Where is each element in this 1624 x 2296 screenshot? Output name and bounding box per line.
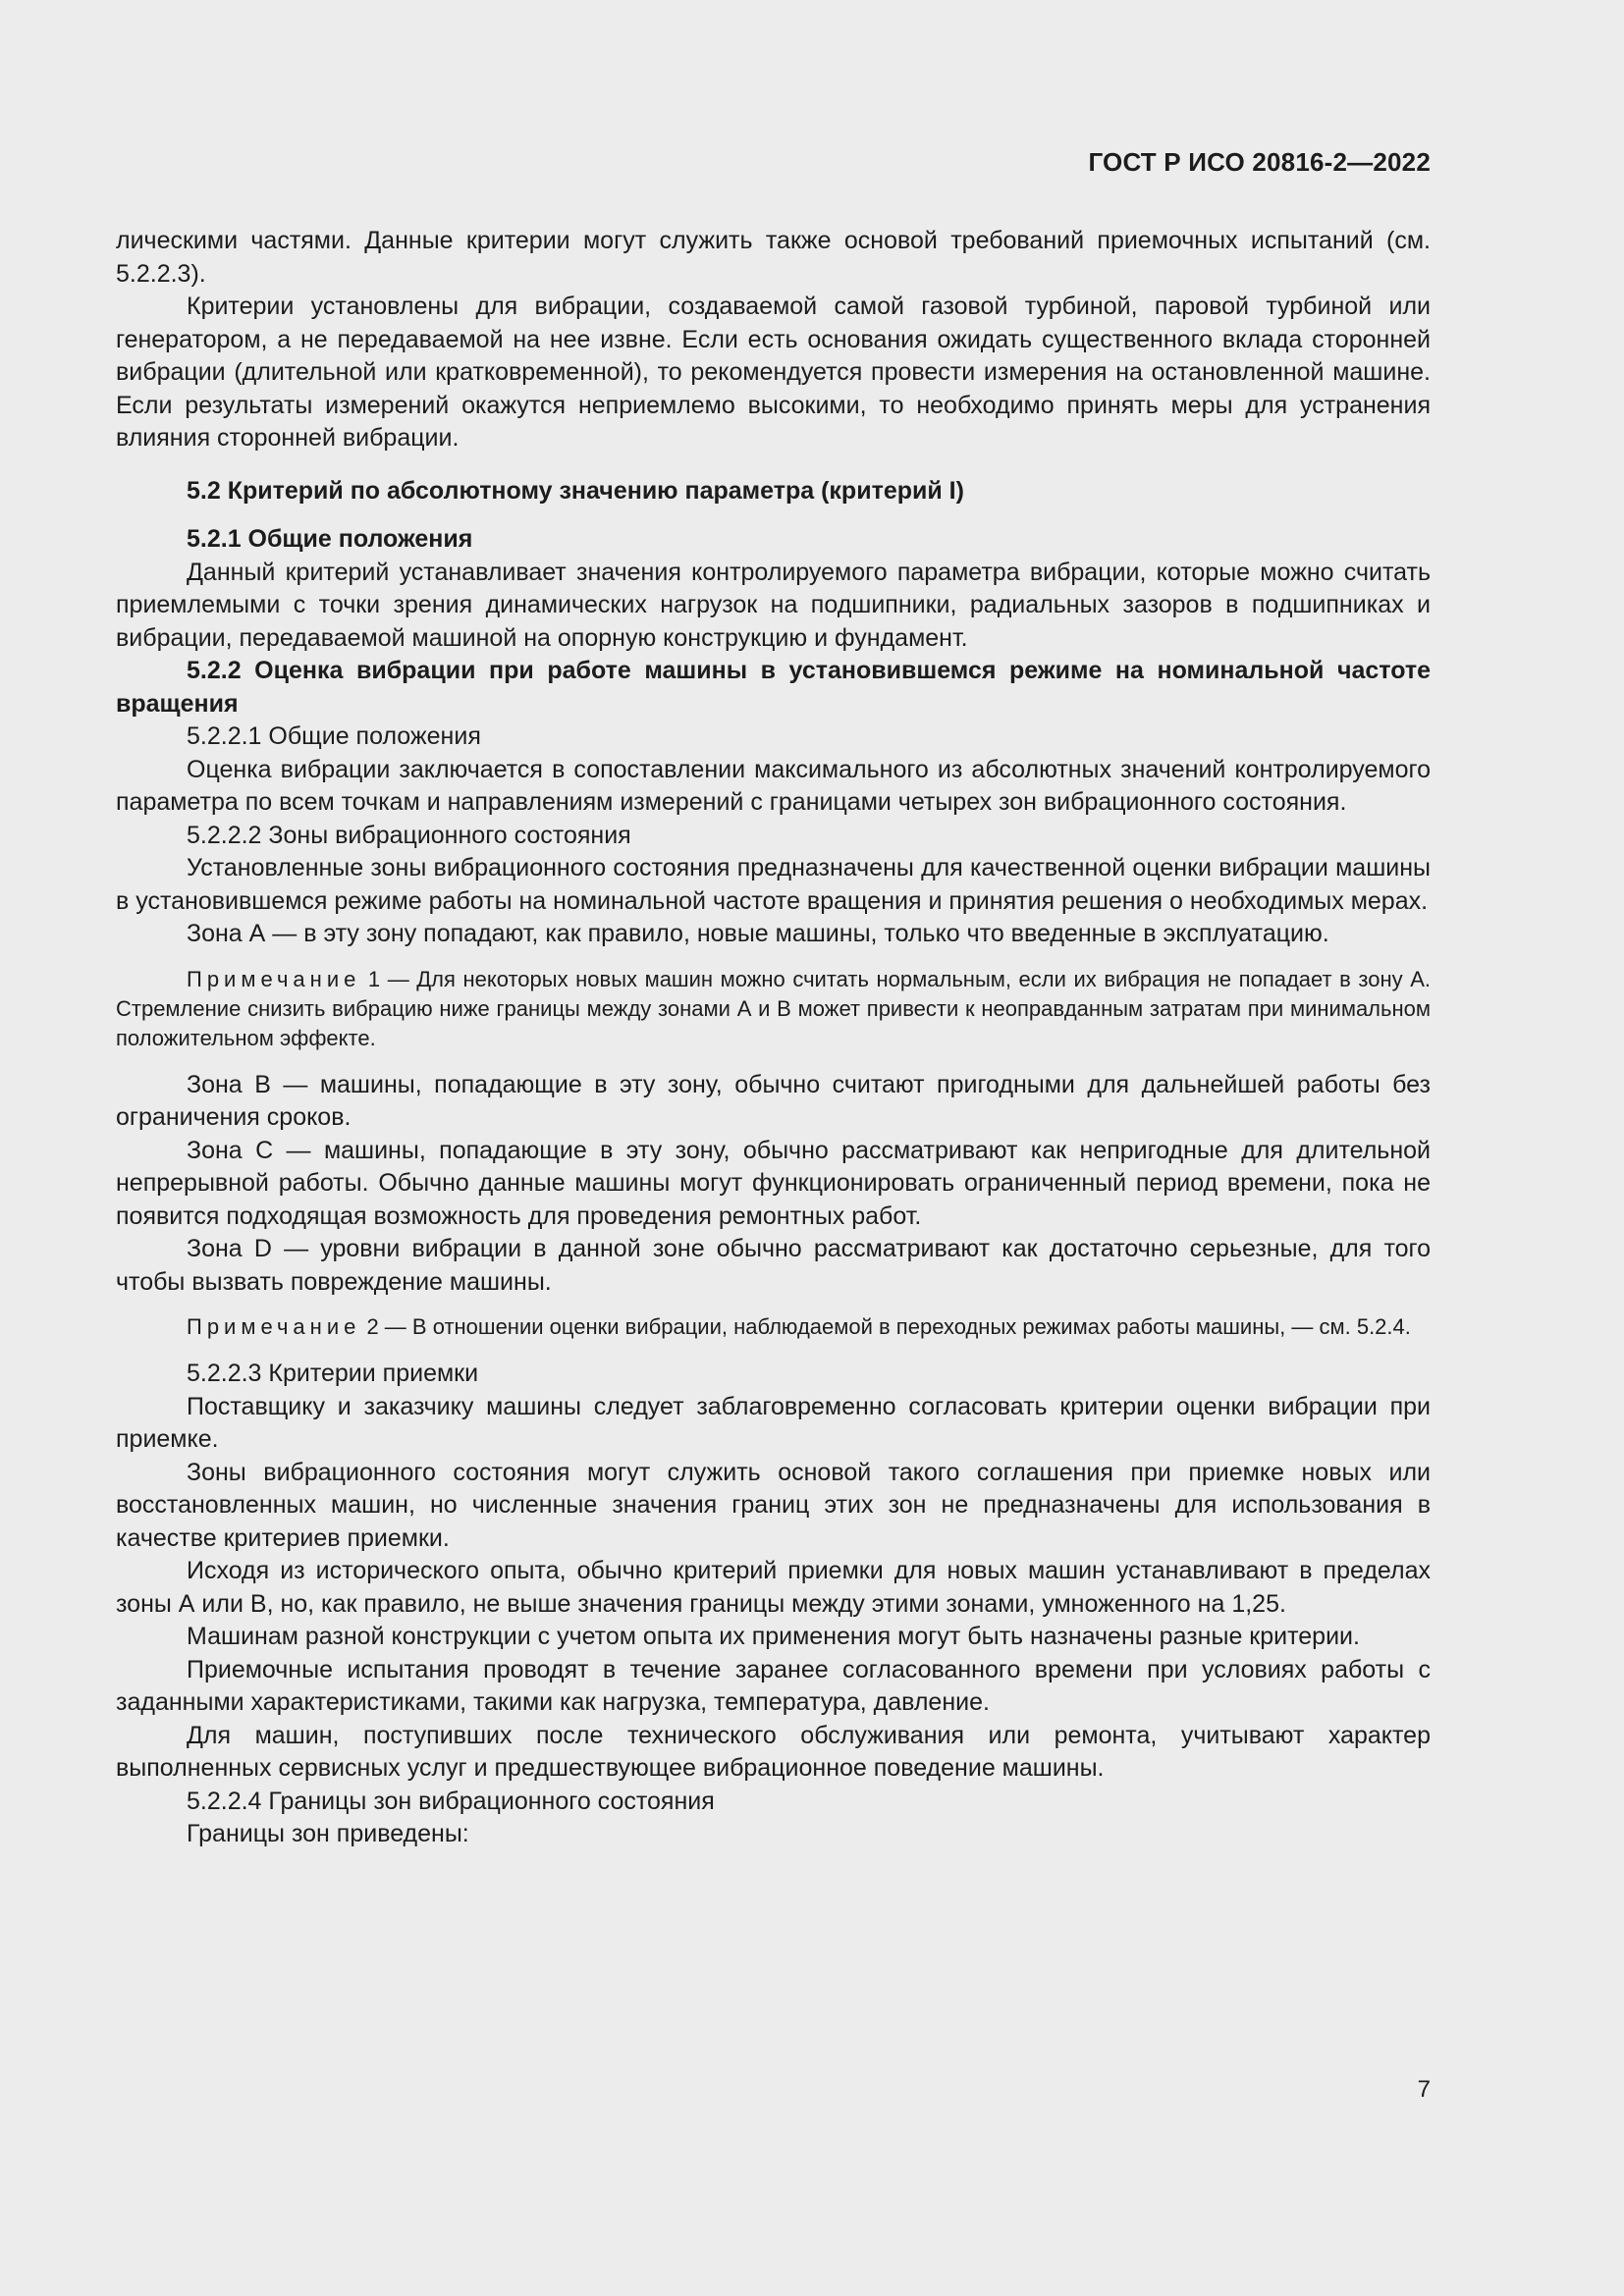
paragraph: Границы зон приведены: (187, 1820, 469, 1847)
paragraph: Приемочные испытания проводят в течение заранее согласованного времени при условиях работы с заданными характеристиками, такими как нагрузка, температура, давление. (116, 1655, 1431, 1716)
note-label: Примечание (187, 1314, 361, 1339)
zone-d-paragraph: Зона D — уровни вибрации в данной зоне обычно рассматривают как достаточно серьезные, для того чтобы вызвать повреждение машины. (116, 1235, 1431, 1296)
note-label: Примечание (187, 966, 361, 991)
note-2 (116, 1312, 1431, 1342)
subsection-heading-5-2-2-3: 5.2.2.3 Критерии приемки (187, 1360, 479, 1387)
paragraph: Критерии установлены для вибрации, создаваемой самой газовой турбиной, паровой турбиной или генератором, а не передаваемой на нее извне. Если есть основания ожидать существенного вклада сторонней вибрации (длительной или кратковременной), то рекомендуется провести измерения на остановленной машине. Если результаты измерений окажутся неприемлемо высокими, то необходимо принять меры для устранения влияния сторонней вибрации. (116, 293, 1431, 452)
zone-b-paragraph: Зона В — машины, попадающие в эту зону, обычно считают пригодными для дальнейшей работы без ограничения сроков. (116, 1070, 1431, 1131)
section-heading-5-2-2: 5.2.2 Оценка вибрации при работе машины в установившемся режиме на номинальной частоте вращения (116, 657, 1431, 718)
paragraph: Для машин, поступивших после технического обслуживания или ремонта, учитывают характер выполненных сервисных услуг и предшествующее вибрационное поведение машины. (116, 1721, 1431, 1782)
zone-a-paragraph: Зона А — в эту зону попадают, как правило, новые машины, только что введенные в эксплуатацию. (187, 920, 1329, 947)
paragraph: Поставщику и заказчику машины следует заблаговременно согласовать критерии оценки вибрации при приемке. (116, 1392, 1431, 1453)
paragraph: Машинам разной конструкции с учетом опыта их применения могут быть назначены разные критерии. (187, 1623, 1360, 1650)
section-heading-5-2: 5.2 Критерий по абсолютному значению параметра (критерий I) (187, 476, 964, 505)
subsection-heading-5-2-2-2: 5.2.2.2 Зоны вибрационного состояния (187, 821, 631, 849)
subsection-heading-5-2-2-4: 5.2.2.4 Границы зон вибрационного состояния (187, 1787, 715, 1815)
note-text: 2 — В отношении оценки вибрации, наблюдаемой в переходных режимах работы машины, — см. 5.2.4. (360, 1314, 1411, 1339)
section-heading-5-2-1: 5.2.1 Общие положения (187, 525, 473, 553)
page-number: 7 (1417, 2076, 1431, 2103)
paragraph: Установленные зоны вибрационного состояния предназначены для качественной оценки вибрации машины в установившемся режиме работы на номинальной частоте вращения и принятия решения о необходимых мерах. (116, 854, 1431, 915)
note-1 (116, 965, 1431, 1053)
paragraph: лическими частями. Данные критерии могут служить также основой требований приемочных испытаний (см. 5.2.2.3). (116, 227, 1431, 288)
paragraph: Данный критерий устанавливает значения контролируемого параметра вибрации, которые можно считать приемлемыми с точки зрения динамических нагрузок на подшипники, радиальных зазоров в подшипниках и вибрации, передаваемой машиной на опорную конструкцию и фундамент. (116, 558, 1431, 652)
paragraph: Исходя из исторического опыта, обычно критерий приемки для новых машин устанавливают в пределах зоны А или В, но, как правило, не выше значения границы между этими зонами, умноженного на 1,25. (116, 1557, 1431, 1618)
document-page (116, 0, 1431, 2296)
document-body (116, 225, 1431, 1851)
subsection-heading-5-2-2-1: 5.2.2.1 Общие положения (187, 722, 481, 750)
note-text: 1 — Для некоторых новых машин можно считать нормальным, если их вибрация не попадает в зону А. Стремление снизить вибрацию ниже границы между зонами А и В может привести к неоправданным затратам при минимальном положительном эффекте. (116, 966, 1431, 1050)
paragraph: Оценка вибрации заключается в сопоставлении максимального из абсолютных значений контролируемого параметра по всем точкам и направлениям измерений с границами четырех зон вибрационного состояния. (116, 755, 1431, 816)
zone-c-paragraph: Зона С — машины, попадающие в эту зону, обычно рассматривают как непригодные для длительной непрерывной работы. Обычно данные машины могут функционировать ограниченный период времени, пока не появится подходящая возможность для проведения ремонтных работ. (116, 1136, 1431, 1230)
document-header: ГОСТ Р ИСО 20816-2—2022 (1088, 147, 1431, 177)
paragraph: Зоны вибрационного состояния могут служить основой такого соглашения при приемке новых или восстановленных машин, но численные значения границ этих зон не предназначены для использования в качестве критериев приемки. (116, 1458, 1431, 1552)
